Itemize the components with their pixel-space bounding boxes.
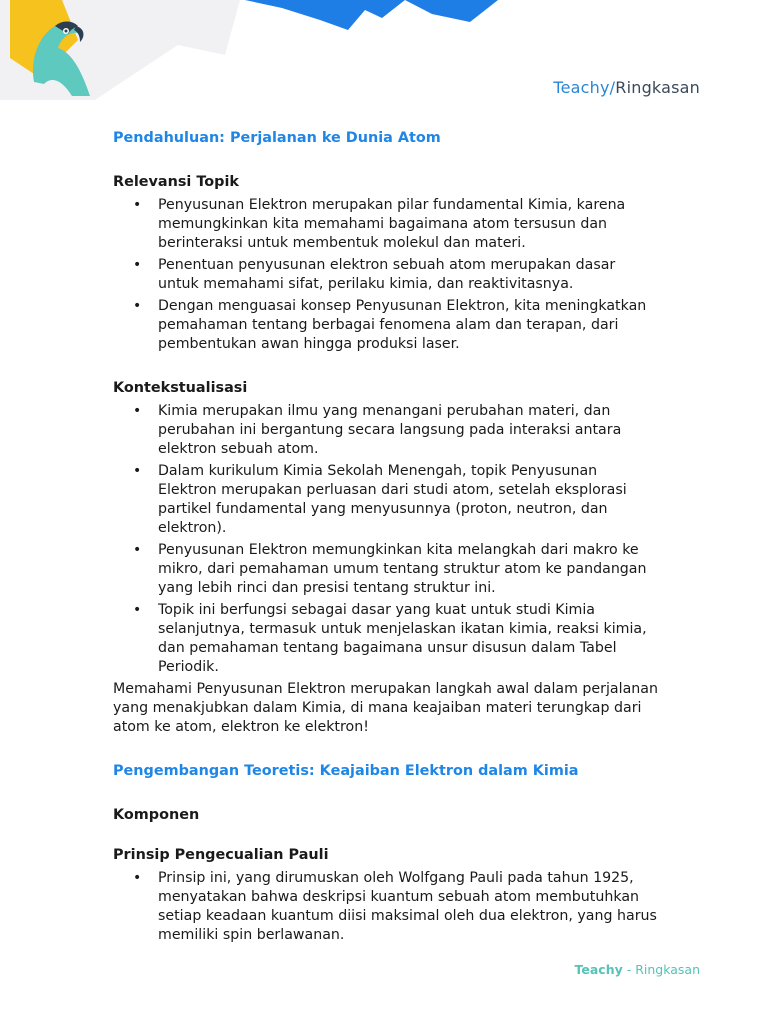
theory-title: Pengembangan Teoretis: Keajaiban Elektron dalam Kimia: [113, 763, 579, 779]
bullet-icon: •: [133, 602, 142, 618]
blue-shape: [245, 0, 405, 30]
relevansi-heading: Relevansi Topik: [113, 174, 239, 190]
list-item: [133, 462, 658, 538]
closing-paragraph: Memahami Penyusunan Elektron merupakan langkah awal dalam perjalanan yang menakjubkan dalam Kimia, di mana keajaiban materi terungkap dari atom ke atom, elektron ke elektron!: [113, 681, 658, 735]
bullet-icon: •: [133, 870, 142, 886]
list-item: [133, 402, 658, 459]
list-item-text: Prinsip ini, yang dirumuskan oleh Wolfgang Pauli pada tahun 1925, menyatakan bahwa deskripsi kuantum sebuah atom membutuhkan setiap keadaan kuantum diisi maksimal oleh dua elektron, yang harus memiliki spin berlawanan.: [158, 870, 657, 943]
header-brand: [553, 78, 700, 97]
kontekstualisasi-list: [113, 402, 658, 677]
list-item: [133, 601, 658, 677]
kontekstualisasi-heading: Kontekstualisasi: [113, 380, 248, 396]
footer: [575, 962, 701, 977]
footer-teachy: Teachy: [574, 962, 623, 977]
brand-teachy: Teachy: [553, 78, 610, 97]
list-item: [133, 196, 658, 253]
list-item-text: Penyusunan Elektron memungkinkan kita melangkah dari makro ke mikro, dari pemahaman umum tentang struktur atom ke pandangan yang lebih rinci dan presisi tentang struktur ini.: [158, 542, 647, 596]
list-item-text: Topik ini berfungsi sebagai dasar yang kuat untuk studi Kimia selanjutnya, termasuk untuk menjelaskan ikatan kimia, reaksi kimia, dan pemahaman tentang bagaimana unsur disusun dalam Tabel Periodik.: [158, 602, 647, 675]
list-item: [133, 541, 658, 598]
list-item-text: Kimia merupakan ilmu yang menangani perubahan materi, dan perubahan ini bergantung secara langsung pada interaksi antara elektron sebuah atom.: [158, 403, 622, 457]
bullet-icon: •: [133, 197, 142, 213]
brand-separator: /: [609, 78, 616, 97]
komponen-heading: Komponen: [113, 807, 200, 823]
list-item-text: Dalam kurikulum Kimia Sekolah Menengah, topik Penyusunan Elektron merupakan perluasan dari studi atom, setelah eksplorasi partikel fundamental yang menyusunnya (proton, neutron, dan elektron).: [158, 463, 627, 536]
relevansi-list: [113, 196, 658, 354]
list-item: [133, 256, 658, 294]
pauli-list: [113, 869, 658, 945]
blue-shape-2: [405, 0, 498, 22]
document-content: [113, 128, 658, 948]
bullet-icon: •: [133, 542, 142, 558]
brand-section: Ringkasan: [615, 78, 700, 97]
pauli-heading: Prinsip Pengecualian Pauli: [113, 847, 329, 863]
bullet-icon: •: [133, 403, 142, 419]
list-item: [133, 869, 658, 945]
list-item: [133, 297, 658, 354]
bullet-icon: •: [133, 463, 142, 479]
bullet-icon: •: [133, 298, 142, 314]
footer-rest: - Ringkasan: [622, 962, 700, 977]
intro-title: Pendahuluan: Perjalanan ke Dunia Atom: [113, 130, 441, 146]
list-item-text: Dengan menguasai konsep Penyusunan Elektron, kita meningkatkan pemahaman tentang berbagai fenomena alam dan terapan, dari pembentukan awan hingga produksi laser.: [158, 298, 647, 352]
list-item-text: Penyusunan Elektron merupakan pilar fundamental Kimia, karena memungkinkan kita memahami bagaimana atom tersusun dan berinteraksi untuk membentuk molekul dan materi.: [158, 197, 626, 251]
list-item-text: Penentuan penyusunan elektron sebuah atom merupakan dasar untuk memahami sifat, perilaku kimia, dan reaktivitasnya.: [158, 257, 616, 292]
bullet-icon: •: [133, 257, 142, 273]
